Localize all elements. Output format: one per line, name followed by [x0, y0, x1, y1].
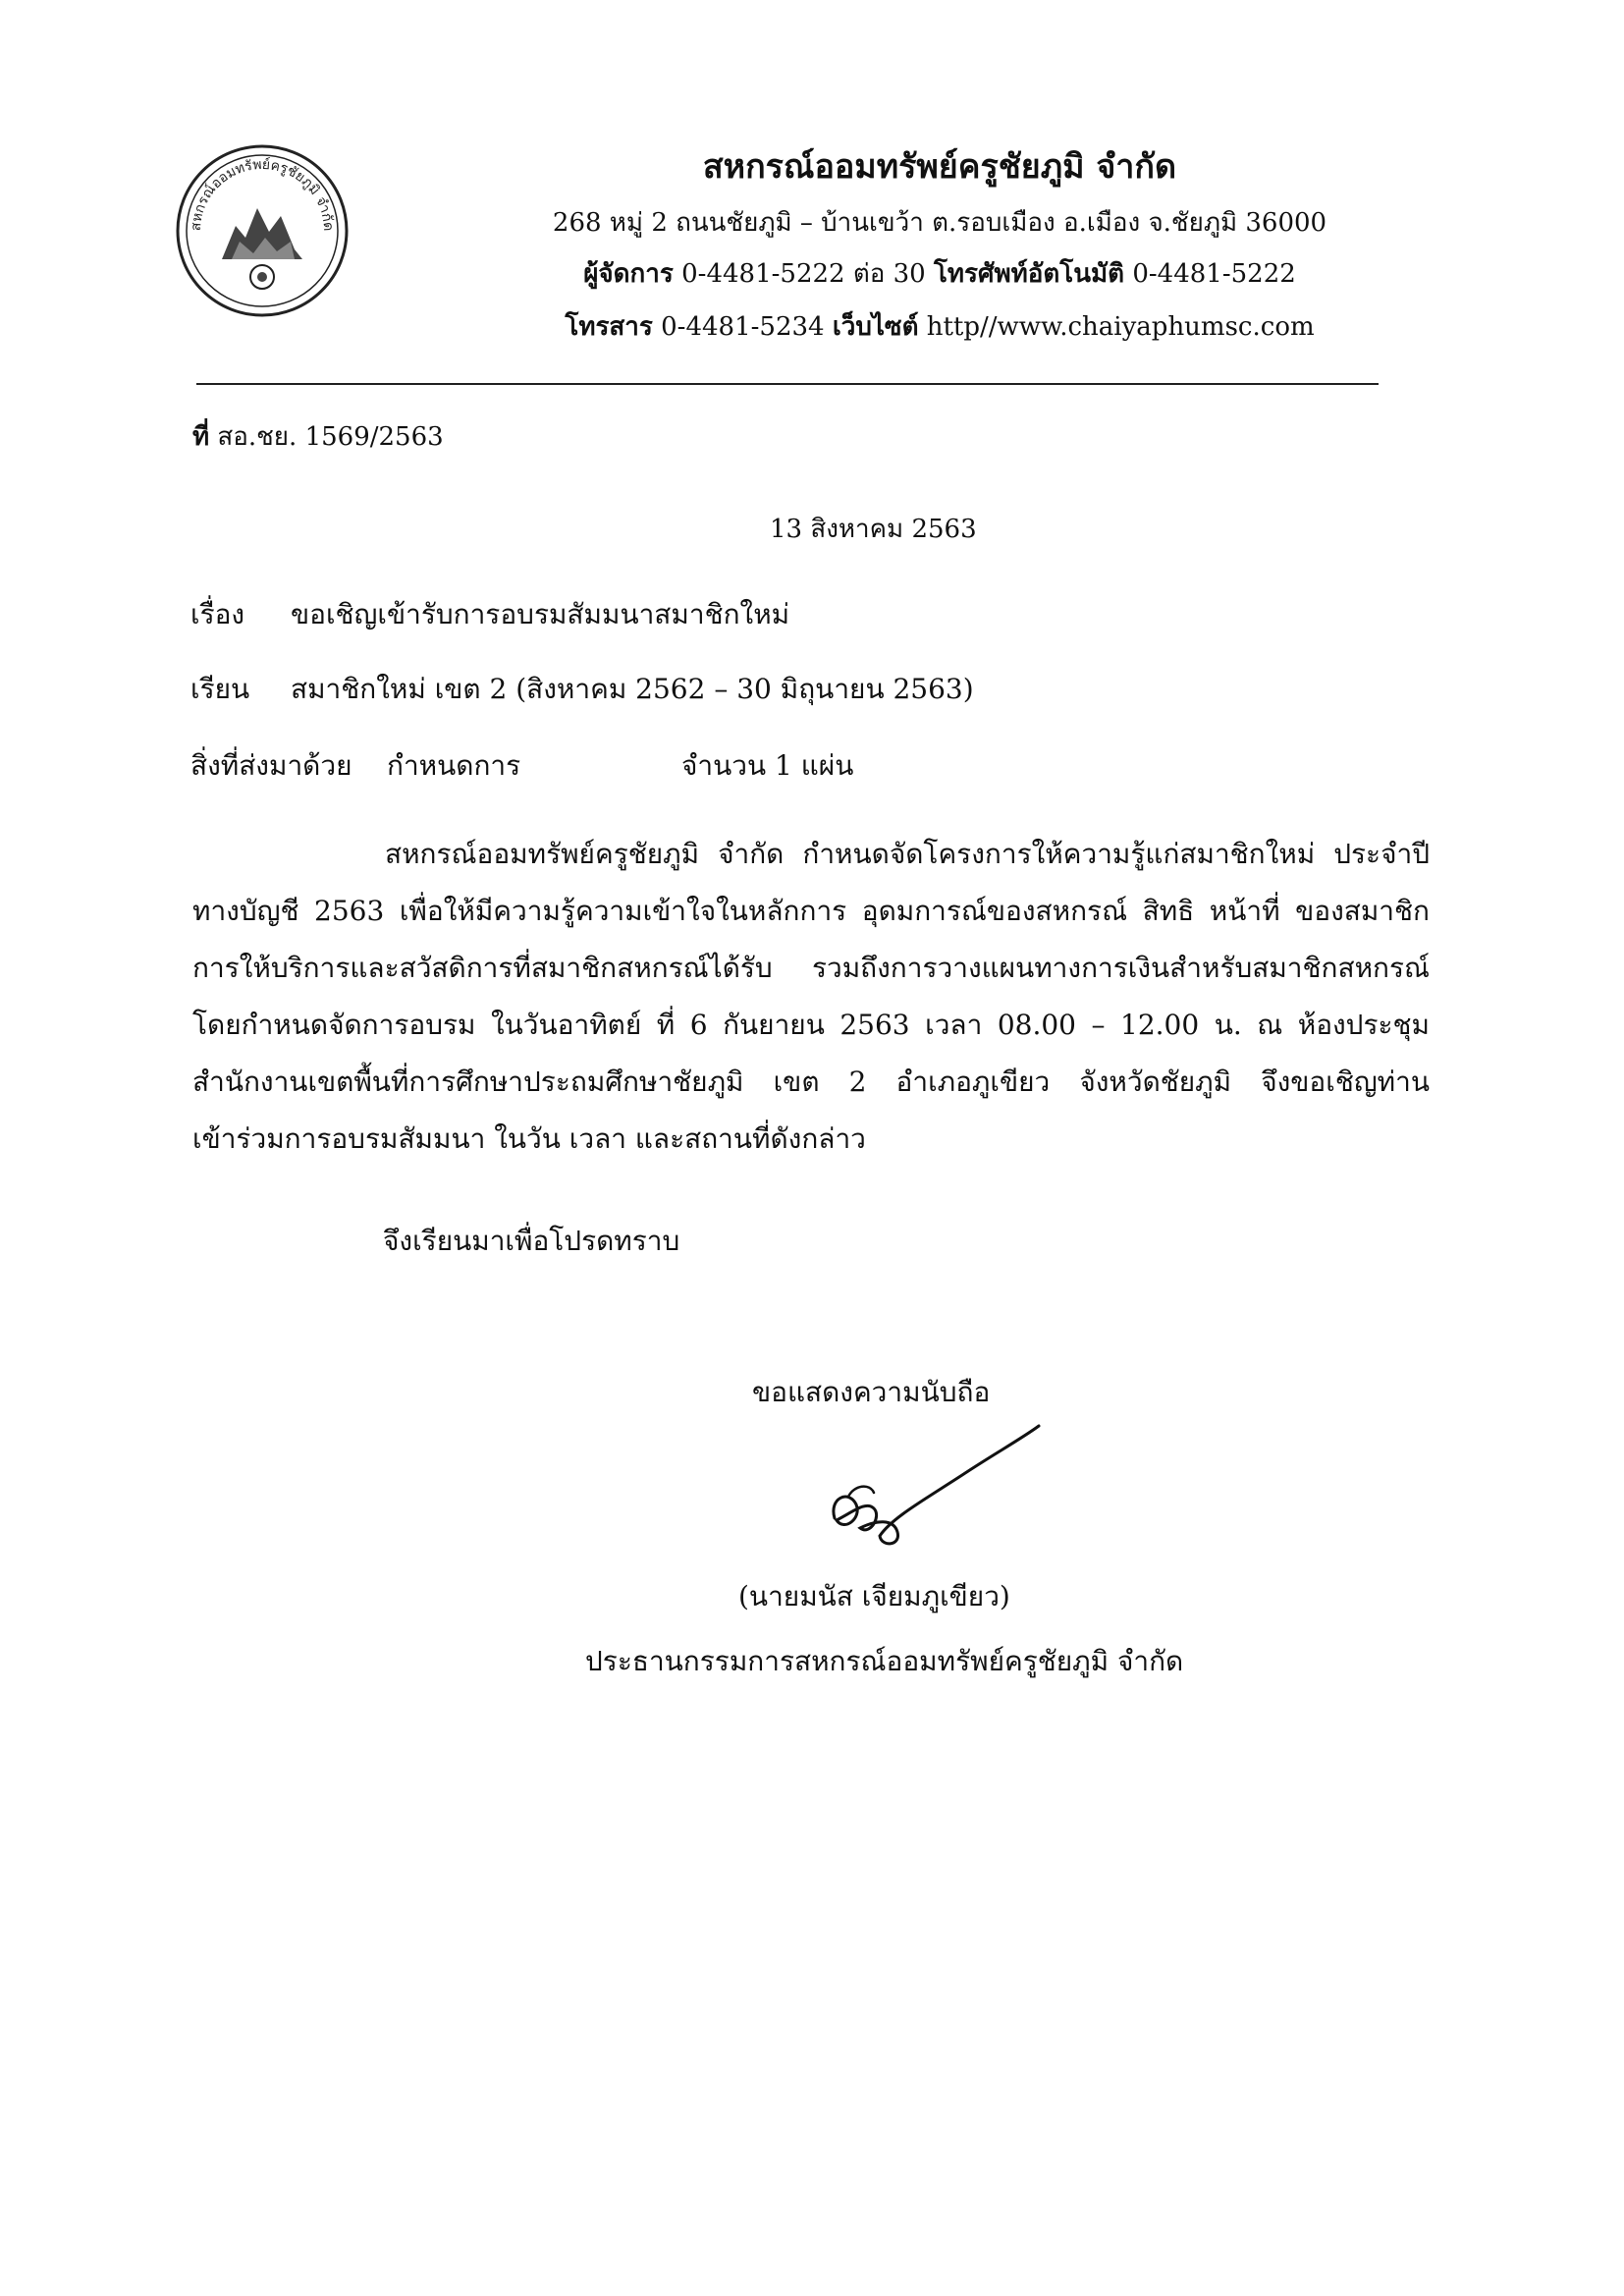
signer-name: (นายมนัส เจียมภูเขียว): [738, 1580, 1010, 1613]
body-line: สหกรณ์ออมทรัพย์ครูชัยภูมิ จำกัด กำหนดจัดโครงการให้ความรู้แก่สมาชิกใหม่ ประจำปี: [385, 838, 1430, 870]
website-label: เว็บไซต์: [832, 312, 919, 342]
organization-name: สหกรณ์ออมทรัพย์ครูชัยภูมิ จำกัด: [702, 147, 1177, 187]
subject-text: ขอเชิญเข้ารับการอบรมสัมมนาสมาชิกใหม่: [291, 598, 790, 630]
letter-date: 13 สิงหาคม 2563: [770, 515, 977, 544]
body-line: การให้บริการและสวัสดิการที่สมาชิกสหกรณ์ได้รับ รวมถึงการวางแผนทางการเงินสำหรับสมาชิกสหกรณ์: [192, 952, 1430, 984]
manager-phone: 0-4481-5222 ต่อ 30: [681, 259, 926, 289]
contact-line-phones: [375, 253, 1504, 294]
fax-label: โทรสาร: [565, 312, 653, 342]
website-url: http//www.chaiyaphumsc.com: [926, 312, 1315, 342]
body-line: สำนักงานเขตพื้นที่การศึกษาประถมศึกษาชัยภูมิ เขต 2 อำเภอภูเขียว จังหวัดชัยภูมิ จึงขอเชิญท่าน: [192, 1066, 1430, 1098]
fax-number: 0-4481-5234: [661, 312, 825, 342]
reference-value: สอ.ชย. 1569/2563: [217, 422, 444, 452]
letterhead-divider: [196, 383, 1379, 385]
enclosure-label: สิ่งที่ส่งมาด้วย: [190, 749, 352, 782]
auto-phone: 0-4481-5222: [1132, 259, 1296, 289]
manager-label: ผู้จัดการ: [583, 259, 674, 289]
recipient-text: สมาชิกใหม่ เขต 2 (สิงหาคม 2562 – 30 มิถุนายน 2563): [291, 673, 974, 705]
body-line: ทางบัญชี 2563 เพื่อให้มีความรู้ความเข้าใจในหลักการ อุดมการณ์ของสหกรณ์ สิทธิ หน้าที่ ของสมาชิก: [192, 895, 1430, 927]
cooperative-seal-logo: [175, 143, 350, 318]
reference-label: ที่: [192, 422, 210, 452]
handwritten-signature: [805, 1402, 1051, 1569]
contact-line-fax-web: [375, 306, 1504, 347]
body-line: เข้าร่วมการอบรมสัมมนา ในวัน เวลา และสถานที่ดังกล่าว: [192, 1122, 866, 1155]
enclosure-item: กำหนดการ: [387, 749, 521, 782]
seal-text: สหกรณ์ออมทรัพย์ครูชัยภูมิ จำกัด: [188, 156, 337, 232]
regards-text: ขอแสดงความนับถือ: [752, 1376, 991, 1408]
body-line: โดยกำหนดจัดการอบรม ในวันอาทิตย์ ที่ 6 กันยายน 2563 เวลา 08.00 – 12.00 น. ณ ห้องประชุม: [192, 1009, 1430, 1041]
closing-line: จึงเรียนมาเพื่อโปรดทราบ: [383, 1225, 680, 1257]
recipient-label: เรียน: [190, 673, 250, 705]
signer-title: ประธานกรรมการสหกรณ์ออมทรัพย์ครูชัยภูมิ จำกัด: [585, 1645, 1184, 1677]
reference-number: [192, 416, 444, 457]
auto-phone-label: โทรศัพท์อัตโนมัติ: [933, 259, 1125, 289]
enclosure-count: จำนวน 1 แผ่น: [681, 749, 854, 782]
subject-label: เรื่อง: [190, 598, 245, 630]
organization-address: 268 หมู่ 2 ถนนชัยภูมิ – บ้านเขว้า ต.รอบเมือง อ.เมือง จ.ชัยภูมิ 36000: [552, 208, 1327, 238]
